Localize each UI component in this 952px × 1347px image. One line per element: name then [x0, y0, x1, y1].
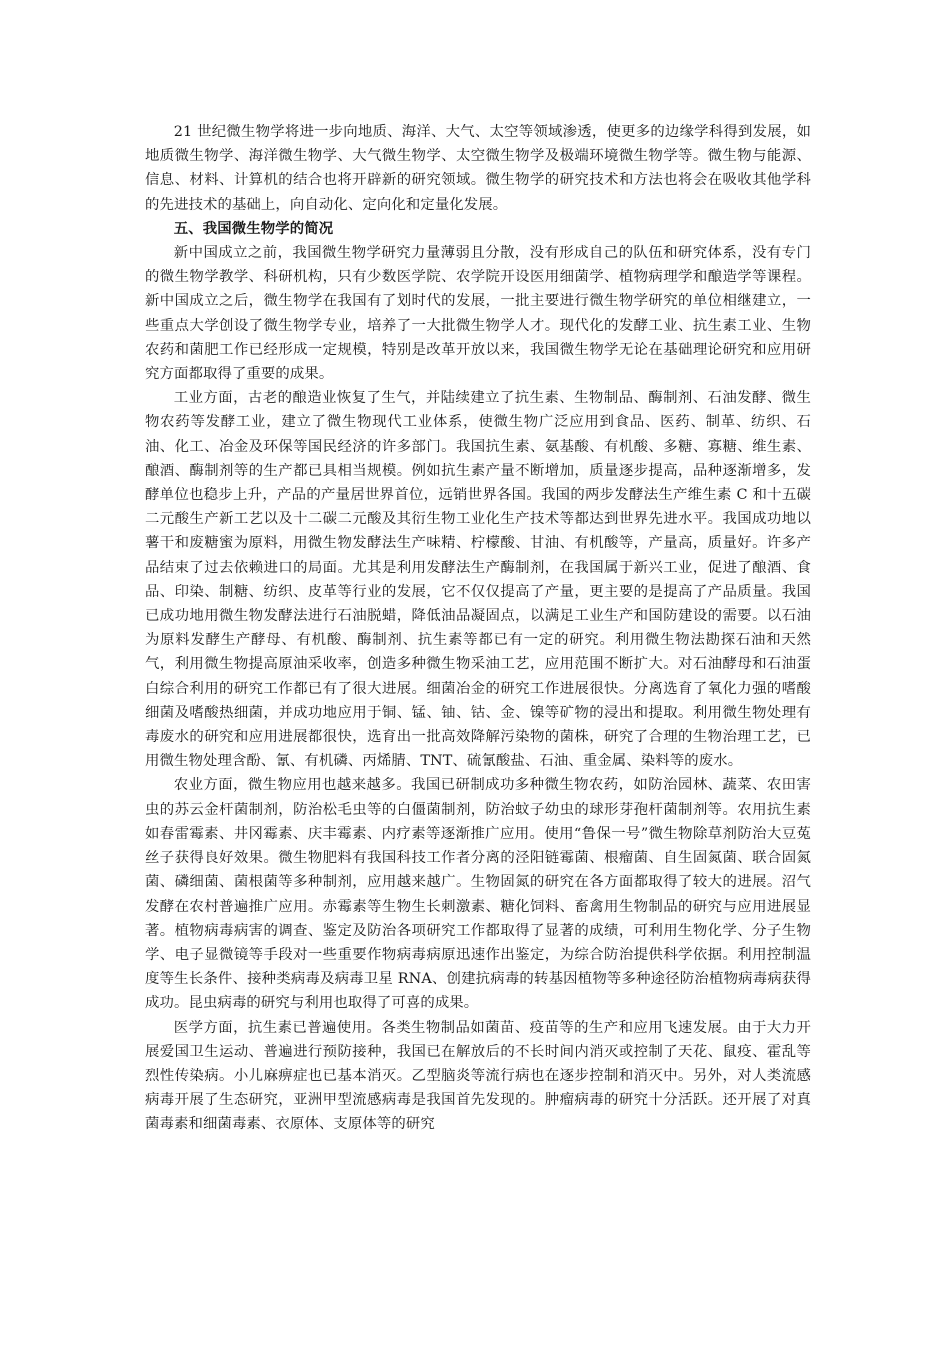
intro-paragraph: 21 世纪微生物学将进一步向地质、海洋、大气、太空等领域渗透，使更多的边缘学科得到发展，如地质微生物学、海洋微生物学、大气微生物学、太空微生物学及极端环境微生物学等。微生物与能源、信息、材料、计算机的结合也将开辟新的研究领域。微生物学的研究技术和方法也将会在吸收其他学科的先进技术的基础上，向自动化、定向化和定量化发展。 [145, 124, 811, 213]
document-page [145, 120, 811, 1137]
industry-paragraph: 工业方面，古老的酿造业恢复了生气，并陆续建立了抗生素、生物制品、酶制剂、石油发酵、微生物农药等发酵工业，建立了微生物现代工业体系，使微生物广泛应用到食品、医药、制革、纺织、石油、化工、冶金及环保等国民经济的许多部门。我国抗生素、氨基酸、有机酸、多糖、寡糖、维生素、酿酒、酶制剂等的生产都已具相当规模。例如抗生素产量不断增加，质量逐步提高，品种逐渐增多，发酵单位也稳步上升，产品的产量居世界首位，远销世界各国。我国的两步发酵法生产维生素 C 和十五碳二元酸生产新工艺以及十二碳二元酸及其衍生物工业化生产技术等都达到世界先进水平。我国成功地以薯干和废糖蜜为原料，用微生物发酵法生产味精、柠檬酸、甘油、有机酸等，产量高，质量好。许多产品结束了过去依赖进口的局面。尤其是利用发酵法生产酶制剂，在我国属于新兴工业，促进了酿酒、食品、印染、制糖、纺织、皮革等行业的发展，它不仅仅提高了产量，更主要的是提高了产品质量。我国已成功地用微生物发酵法进行石油脱蜡，降低油品凝固点，以满足工业生产和国防建设的需要。以石油为原料发酵生产酵母、有机酸、酶制剂、抗生素等都已有一定的研究。利用微生物法勘探石油和天然气，利用微生物提高原油采收率，创造多种微生物采油工艺，应用范围不断扩大。对石油酵母和石油蛋白综合利用的研究工作都已有了很大进展。细菌冶金的研究工作进展很快。分离选育了氧化力强的嗜酸细菌及嗜酸热细菌，并成功地应用于铜、锰、铀、钴、金、镍等矿物的浸出和提取。利用微生物处理有毒废水的研究和应用进展都很快，选育出一批高效降解污染物的菌株，研究了合理的生物治理工艺，已用微生物处理含酚、氰、有机磷、丙烯腈、TNT、硫氰酸盐、石油、重金属、染料等的废水。 [145, 390, 811, 770]
section-heading: 五、我国微生物学的简况 [173, 220, 334, 237]
history-paragraph: 新中国成立之前，我国微生物学研究力量薄弱且分散，没有形成自己的队伍和研究体系，没有专门的微生物学教学、科研机构，只有少数医学院、农学院开设医用细菌学、植物病理学和酿造学等课程。新中国成立之后，微生物学在我国有了划时代的发展，一批主要进行微生物学研究的单位相继建立，一些重点大学创设了微生物学专业，培养了一大批微生物学人才。现代化的发酵工业、抗生素工业、生物农药和菌肥工作已经形成一定规模，特别是改革开放以来，我国微生物学无论在基础理论研究和应用研究方面都取得了重要的成果。 [145, 245, 811, 383]
agriculture-paragraph: 农业方面，微生物应用也越来越多。我国已研制成功多种微生物农药，如防治园林、蔬菜、农田害虫的苏云金杆菌制剂，防治松毛虫等的白僵菌制剂，防治蚊子幼虫的球形芽孢杆菌制剂等。农用抗生素如春雷霉素、井冈霉素、庆丰霉素、内疗素等逐渐推广应用。使用“鲁保一号”微生物除草剂防治大豆菟丝子获得良好效果。微生物肥料有我国科技工作者分离的泾阳链霉菌、根瘤菌、自生固氮菌、联合固氮菌、磷细菌、菌根菌等多种制剂，应用越来越广。生物固氮的研究在各方面都取得了较大的进展。沼气发酵在农村普遍推广应用。赤霉素等生物生长刺激素、糖化饲料、畜禽用生物制品的研究与应用进展显著。植物病毒病害的调查、鉴定及防治各项研究工作都取得了显著的成绩，可利用生物化学、分子生物学、电子显微镜等手段对一些重要作物病毒病原迅速作出鉴定，为综合防治提供科学依据。利用控制温度等生长条件、接种类病毒及病毒卫星 RNA、创建抗病毒的转基因植物等多种途径防治植物病毒病获得成功。昆虫病毒的研究与利用也取得了可喜的成果。 [145, 777, 811, 1012]
medicine-paragraph: 医学方面，抗生素已普遍使用。各类生物制品如菌苗、疫苗等的生产和应用飞速发展。由于大力开展爱国卫生运动、普遍进行预防接种，我国已在解放后的不长时间内消灭或控制了天花、鼠疫、霍乱等烈性传染病。小儿麻痹症也已基本消灭。乙型脑炎等流行病也在逐步控制和消灭中。另外，对人类流感病毒开展了生态研究，亚洲甲型流感病毒是我国首先发现的。肿瘤病毒的研究十分活跃。还开展了对真菌毒素和细菌毒素、衣原体、支原体等的研究 [145, 1019, 811, 1133]
